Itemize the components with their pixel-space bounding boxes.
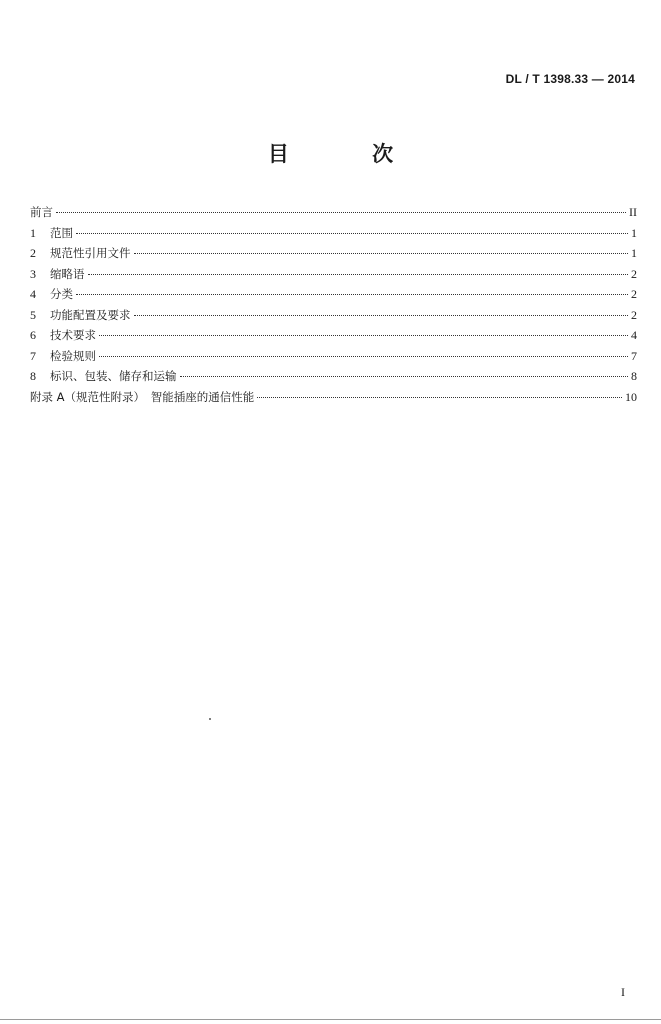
page-number: I: [621, 985, 625, 999]
toc-entry-page: 10: [625, 389, 637, 404]
toc-entry-foreword[interactable]: [30, 202, 637, 223]
table-of-contents: [30, 202, 637, 407]
toc-leader-dots: [134, 315, 629, 316]
toc-entry-8[interactable]: [30, 366, 637, 387]
toc-leader-dots: [56, 212, 626, 213]
toc-entry-number: 7: [30, 348, 36, 363]
toc-entry-text: 范围: [50, 225, 73, 240]
scan-speck: [209, 718, 211, 720]
toc-entry-text: 缩略语: [50, 266, 85, 281]
toc-entry-5[interactable]: [30, 305, 637, 326]
toc-leader-dots: [99, 335, 628, 336]
toc-entry-page: 2: [631, 266, 637, 281]
toc-entry-number: 1: [30, 225, 36, 240]
toc-entry-number: 4: [30, 287, 36, 301]
toc-entry-7[interactable]: [30, 346, 637, 367]
toc-entry-4[interactable]: [30, 284, 637, 305]
toc-leader-dots: [88, 274, 629, 275]
toc-leader-dots: [76, 233, 628, 234]
page-edge-divider: [0, 1019, 661, 1020]
toc-entry-text: 分类: [50, 287, 73, 301]
toc-entry-page: 8: [631, 369, 637, 383]
toc-entry-page: 4: [631, 328, 637, 342]
toc-leader-dots: [99, 356, 628, 357]
toc-entry-page: 2: [631, 307, 637, 322]
toc-entry-number: 2: [30, 246, 36, 260]
toc-leader-dots: [76, 294, 628, 295]
toc-entry-page: 1: [631, 246, 637, 260]
toc-entry-text: 规范性引用文件: [50, 246, 131, 260]
toc-entry-3[interactable]: [30, 264, 637, 285]
toc-entry-number: 8: [30, 369, 36, 383]
toc-entry-number: 5: [30, 307, 36, 322]
toc-entry-page: 2: [631, 287, 637, 301]
toc-entry-1[interactable]: [30, 223, 637, 244]
toc-entry-text: 前言: [30, 205, 53, 219]
toc-entry-text: 功能配置及要求: [50, 307, 131, 322]
toc-entry-number: 6: [30, 328, 36, 342]
toc-entry-page: 7: [631, 348, 637, 363]
toc-entry-2[interactable]: [30, 243, 637, 264]
toc-entry-text: 技术要求: [50, 328, 96, 342]
toc-entry-appendix-a[interactable]: [30, 387, 637, 408]
toc-entry-6[interactable]: [30, 325, 637, 346]
standard-number: DL / T 1398.33 — 2014: [505, 72, 635, 86]
toc-entry-page: II: [629, 205, 637, 219]
toc-entry-page: 1: [631, 225, 637, 240]
toc-title: 目 次: [267, 142, 432, 166]
toc-entry-text: 标识、包装、储存和运输: [50, 369, 177, 383]
toc-leader-dots: [180, 376, 629, 377]
toc-leader-dots: [134, 253, 629, 254]
toc-entry-number: 3: [30, 266, 36, 281]
toc-leader-dots: [257, 397, 622, 398]
toc-entry-text: 附录 A（规范性附录） 智能插座的通信性能: [30, 389, 255, 404]
toc-entry-text: 检验规则: [50, 348, 96, 363]
